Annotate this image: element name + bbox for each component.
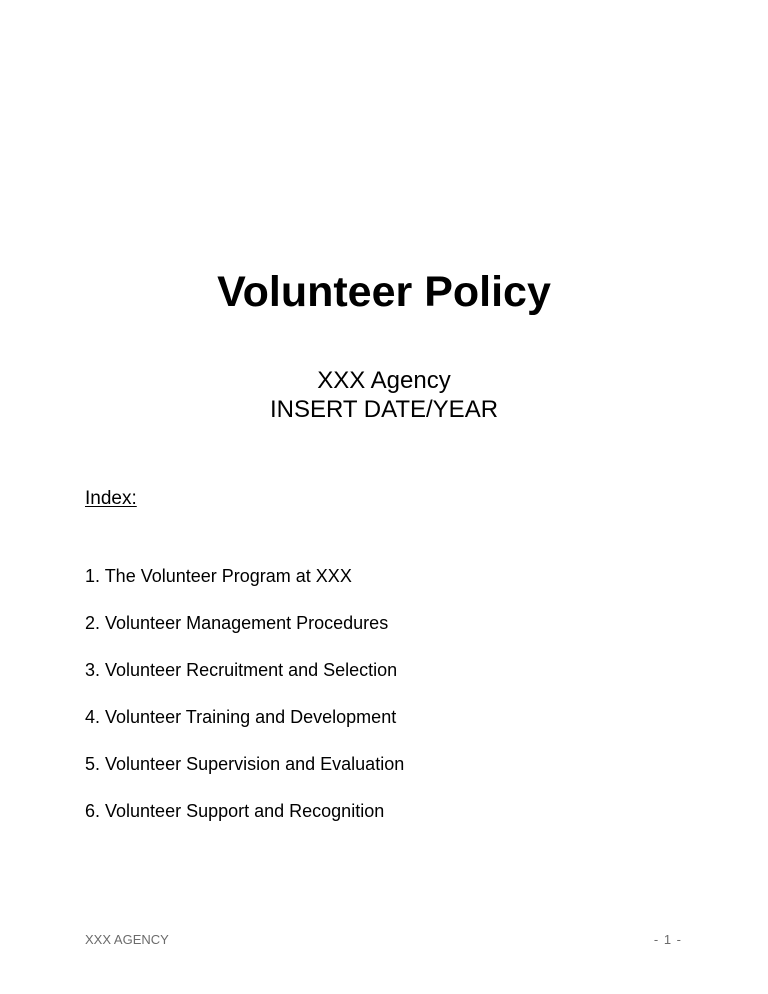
- index-item-support: 6. Volunteer Support and Recognition: [85, 801, 385, 821]
- index-item-management: 2. Volunteer Management Procedures: [85, 613, 389, 633]
- index-item-training: 4. Volunteer Training and Development: [85, 707, 397, 727]
- index-item-recruitment: 3. Volunteer Recruitment and Selection: [85, 660, 398, 680]
- index-list: [85, 564, 404, 846]
- page-number: - 1 -: [653, 932, 682, 947]
- document-title: Volunteer Policy: [217, 268, 551, 316]
- agency-name: XXX Agency: [317, 367, 451, 394]
- footer-agency: XXX AGENCY: [85, 932, 169, 947]
- index-heading: Index:: [85, 488, 137, 509]
- index-item-program: 1. The Volunteer Program at XXX: [85, 566, 352, 586]
- document-date: INSERT DATE/YEAR: [269, 396, 499, 423]
- index-item-supervision: 5. Volunteer Supervision and Evaluation: [85, 754, 405, 774]
